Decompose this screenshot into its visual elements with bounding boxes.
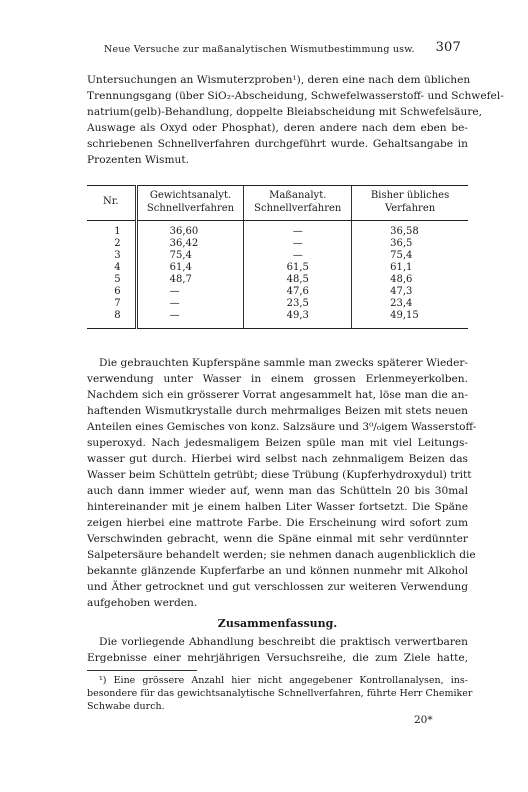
body-paragraph	[87, 355, 477, 611]
section-heading: Zusammenfassung.	[217, 617, 338, 630]
cell-conventional: 75,4	[352, 250, 468, 262]
table-row	[87, 221, 468, 239]
text-line: wasser gut durch. Hierbei wird selbst nach zehnmaligem Beizen das	[87, 453, 468, 465]
footnote-line: besondere für das gewichtsanalytische Schnellverfahren, führte Herr Chemiker	[87, 688, 473, 699]
summary-paragraph	[87, 634, 468, 666]
column-header-gravimetric	[136, 186, 244, 221]
text-line: Auswage als Oxyd oder Phosphat), deren andere nach dem eben be-	[87, 122, 468, 134]
cell-titrimetric: —	[244, 250, 352, 262]
text-line: Trennungsgang (über SiO₂-Abscheidung, Schwefelwasserstoff- und Schwefel-	[87, 90, 504, 102]
cell-conventional: 47,3	[352, 286, 468, 298]
footnote	[87, 674, 473, 713]
text-line: Die gebrauchten Kupferspäne sammle man zwecks späterer Wieder-	[99, 357, 468, 369]
text-line: und Äther getrocknet und gut verschlossen zur weiteren Verwendung	[87, 581, 468, 593]
cell-nr: 7	[114, 298, 121, 309]
cell-gravimetric: —	[136, 310, 244, 329]
cell-conventional: 48,6	[352, 274, 468, 286]
table-row	[87, 274, 468, 286]
cell-titrimetric: —	[244, 221, 352, 239]
page-header	[104, 40, 461, 56]
cell-titrimetric: 23,5	[244, 298, 352, 310]
cell-conventional: 23,4	[352, 298, 468, 310]
text-line: bekannte glänzende Kupferfarbe an und können nunmehr mit Alkohol	[87, 565, 468, 577]
cell-titrimetric: 48,5	[244, 274, 352, 286]
text-line: auch dann immer wieder auf, wenn man das Schütteln 20 bis 30mal	[87, 485, 468, 497]
text-line: zeigen hierbei eine mattrote Farbe. Die Erscheinung wird sofort zum	[87, 517, 468, 529]
cell-titrimetric: 61,5	[244, 262, 352, 274]
table-row	[87, 250, 468, 262]
text-line: Salpetersäure behandelt werden; sie nehmen danach augenblicklich die	[87, 549, 476, 561]
cell-nr: 5	[114, 274, 121, 285]
cell-conventional: 36,5	[352, 238, 468, 250]
text-line: Ergebnisse einer mehrjährigen Versuchsreihe, die zum Ziele hatte,	[87, 652, 468, 664]
text-line: Prozenten Wismut.	[87, 154, 189, 166]
column-header-titrimetric	[244, 186, 352, 221]
table-header-row	[87, 186, 468, 221]
footnote-line: Schwabe durch.	[87, 701, 165, 712]
text-line: haftenden Wismutkrystalle durch mehrmaliges Beizen mit stets neuen	[87, 405, 468, 417]
table-row	[87, 286, 468, 298]
header-text: Gewichtsanalyt. Schnellverfahren	[146, 190, 235, 214]
cell-nr: 1	[114, 226, 121, 237]
cell-gravimetric: 61,4	[136, 262, 244, 274]
cell-nr: 6	[114, 286, 121, 297]
cell-gravimetric: —	[136, 298, 244, 310]
cell-conventional: 49,15	[352, 310, 468, 329]
cell-gravimetric: —	[136, 286, 244, 298]
footnote-line: ¹) Eine grössere Anzahl hier nicht angegebener Kontrollanalysen, ins-	[99, 675, 468, 686]
cell-nr: 2	[114, 238, 121, 249]
text-line: Anteilen eines Gemisches von konz. Salzsäure und 3⁰/₀igem Wasserstoff-	[87, 421, 477, 433]
text-line: verwendung unter Wasser in einem grossen Erlenmeyerkolben.	[87, 373, 468, 385]
cell-titrimetric: —	[244, 238, 352, 250]
text-line: Untersuchungen an Wismuterzproben¹), deren eine nach dem üblichen	[87, 74, 471, 86]
cell-titrimetric: 47,6	[244, 286, 352, 298]
cell-conventional: 36,58	[352, 221, 468, 239]
results-table	[87, 185, 468, 329]
text-line: Nachdem sich ein grösserer Vorrat angesammelt hat, löse man die an-	[87, 389, 468, 401]
cell-gravimetric: 36,60	[136, 221, 244, 239]
column-header-conventional	[352, 186, 468, 221]
text-line: hintereinander mit je einem halben Liter Wasser fortsetzt. Die Späne	[87, 501, 468, 513]
cell-nr: 3	[114, 250, 121, 261]
cell-gravimetric: 36,42	[136, 238, 244, 250]
page-number: 307	[435, 40, 461, 55]
header-text: Bisher übliches Verfahren	[370, 190, 450, 214]
text-line: Verschwinden gebracht, wenn die Späne einmal mit sehr verdünnter	[87, 533, 468, 545]
text-line: schriebenen Schnellverfahren durchgeführt wurde. Gehaltsangabe in	[87, 138, 468, 150]
text-line: natrium(gelb)-Behandlung, doppelte Bleiabscheidung mit Schwefelsäure,	[87, 106, 483, 118]
cell-conventional: 61,1	[352, 262, 468, 274]
header-text: Maßanalyt. Schnellverfahren	[254, 190, 342, 214]
signature-mark: 20*	[414, 714, 433, 726]
text-line: Wasser beim Schütteln getrübt; diese Trübung (Kupferhydroxydul) tritt	[87, 469, 472, 481]
cell-nr: 4	[114, 262, 121, 273]
table-row	[87, 238, 468, 250]
cell-nr: 8	[87, 310, 136, 329]
text-line: aufgehoben werden.	[87, 597, 198, 609]
table-row	[87, 262, 468, 274]
text-line: Die vorliegende Abhandlung beschreibt die praktisch verwertbaren	[99, 636, 468, 648]
running-title: Neue Versuche zur maßanalytischen Wismutbestimmung usw.	[104, 44, 415, 55]
table-row	[87, 310, 468, 329]
column-header-nr: Nr.	[87, 186, 136, 221]
cell-gravimetric: 75,4	[136, 250, 244, 262]
footnote-divider	[87, 670, 197, 671]
cell-gravimetric: 48,7	[136, 274, 244, 286]
cell-titrimetric: 49,3	[244, 310, 352, 329]
text-line: superoxyd. Nach jedesmaligem Beizen spüle man mit viel Leitungs-	[87, 437, 468, 449]
table-row	[87, 298, 468, 310]
intro-paragraph	[87, 72, 504, 168]
